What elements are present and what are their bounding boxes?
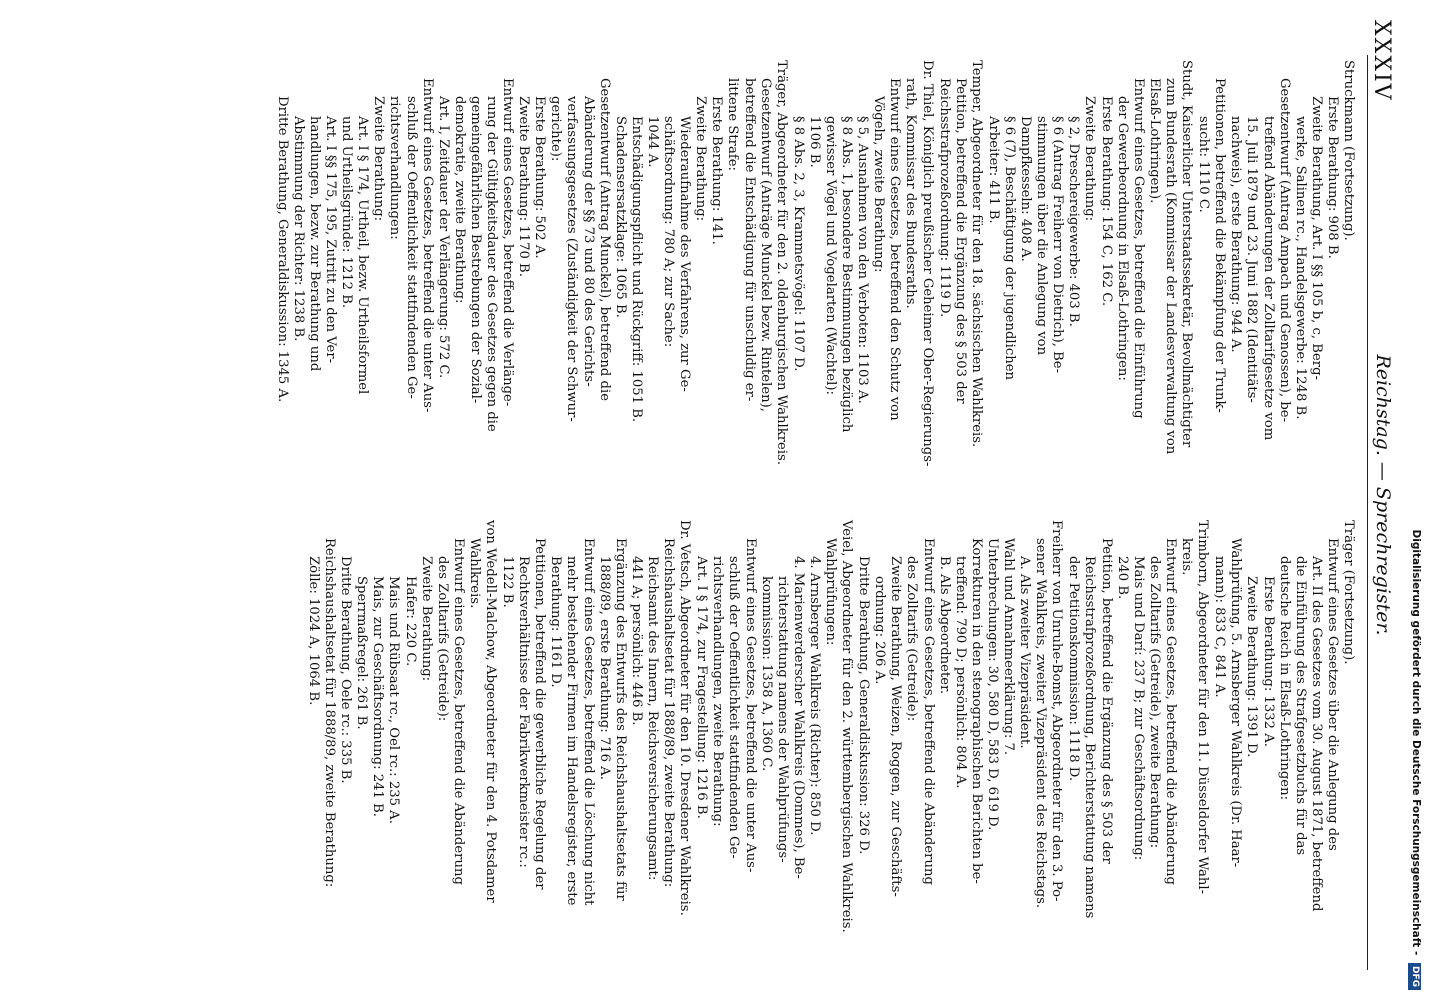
entry-line: Art. I § 174, zur Fragestellung: 1216 B. [694, 556, 710, 819]
entry-line: des Zolltarifs (Getreide): [434, 556, 450, 722]
entry-line: zum Bundesrath (Kommissar der Landesverwaltung von [1162, 78, 1178, 455]
register-entry [985, 60, 1194, 490]
entry-line: Erste Berathung: 1332 A. [1260, 576, 1276, 747]
entry-line: Erste Berathung: 502 A. [532, 96, 548, 259]
entry-line: Petitionen, betreffend die gewerbliche Regelung der [532, 538, 548, 890]
entry-line: Abänderung der §§ 73 und 80 des Gerichts- [580, 96, 596, 387]
entry-line: Entwurf eines Gesetzes, betreffend die Abänderung [1162, 538, 1178, 885]
entry-line: der Petitionskommission: 1118 D. [1066, 556, 1082, 782]
entry-line: rath, Kommissar des Bundesraths. [903, 78, 919, 309]
entry-line: gerichte): [548, 96, 564, 162]
register-entry [1065, 520, 1210, 950]
entry-line: Zweite Berathung: 1170 B. [516, 96, 532, 277]
header-rule [1367, 55, 1368, 970]
entry-line: 4. Marienwerderscher Wahlkreis (Dommes), Be- [790, 556, 806, 879]
entry-line: Petition, betreffend die Ergänzung des § 503 der [1098, 538, 1114, 864]
entry-line: Erste Berathung: 154 C, 162 C. [1098, 96, 1114, 307]
entry-line: demokratie, zweite Berathung: [451, 96, 467, 304]
register-entry [693, 520, 854, 950]
entry-line: Mais, zur Geschäftsordnung: 241 B. [370, 576, 386, 817]
entry-line: 1122 B. [500, 556, 516, 608]
entry-line: Entwurf eines Gesetzes, betreffend die Abänderung [920, 538, 936, 885]
entry-heading: Trimborn, Abgeordneter für den 11. Düsseldorfer Wahl- [1195, 520, 1211, 895]
entry-line: kommission: 1358 A, 1360 C. [758, 576, 774, 772]
entry-line: Mais und Rübsaat rc., Oel rc.: 235 A. [386, 576, 402, 824]
entry-line: Zweite Berathung, Art. I §§ 105 b, c, Berg- [1308, 96, 1324, 380]
entry-line: Art. I § 174, Urtheil, bezw. Urtheilsformel [355, 116, 371, 395]
left-column [273, 60, 1356, 490]
entry-line: treffend: 790 D; persönlich: 804 A. [952, 556, 968, 789]
entry-line: Entwurf eines Gesetzes, betreffend die unter Aus- [742, 538, 758, 873]
entry-line: Reichshaushaltsetat für 1888/89, zweite Berathung: [322, 538, 338, 888]
entry-line: Zweite Berathung: [693, 96, 709, 222]
entry-heading: Freiherr von Unruhe-Bomst, Abgeordneter für den 3. Po- [1049, 520, 1065, 902]
entry-line: werke, Salinen rc., Handelsgewerbe: 1248 B. [1292, 116, 1308, 420]
entry-line: Zweite Berathung: [418, 556, 434, 682]
entry-line: 4. Arnsberger Wahlkreis (Richter): 850 D. [806, 556, 822, 836]
entry-heading: Dr. Vetsch, Abgeordneter für den 10. Dresdener Wahlkreis. [677, 520, 693, 916]
entry-line: deutsche Reich in Elsaß-Lothringen: [1276, 556, 1292, 801]
entry-line: § 5, Ausnahmen von den Verboten: 1103 A. [855, 116, 871, 404]
entry-line: Reichsstrafprozeßordnung, Berichterstattung namens [1082, 556, 1098, 919]
entry-line: rung der Gültigkeitsdauer des Gesetzes gegen die [484, 96, 500, 432]
entry-line: Dampfkesseln: 408 A. [1018, 116, 1034, 262]
entry-line: gewisser Vögel und Vogelarten (Wachtel): [823, 116, 838, 395]
entry-line: Unterbrechungen: 30, 580 D, 583 D, 619 D. [984, 538, 1000, 831]
entry-line: mann): 833 C, 841 A. [1212, 556, 1228, 698]
entry-line: Gesetzentwurf (Anträge Munckel bezw. Rintelen), [757, 78, 773, 412]
entry-line: Abstimmung der Richter: 1238 B. [290, 116, 306, 342]
entry-line: Reichshaushaltsetat für 1888/89, zweite Berathung: [661, 538, 677, 888]
entry-line: B. Als Abgeordneter. [936, 556, 952, 695]
entry-line: Entwurf eines Gesetzes, betreffend die unter Aus- [419, 78, 435, 413]
entry-line: littene Strafe: [725, 78, 741, 171]
entry-line: der Gewerbeordnung in Elsaß-Lothringen: [1114, 96, 1130, 381]
entry-line: 441 A; persönlich: 446 B. [628, 556, 644, 726]
entry-line: und Urtheilsgründe: 1212 B. [339, 116, 355, 309]
entry-line: die Einführung des Strafgesetzbuchs für das [1292, 556, 1308, 856]
entry-line: gemeingefährlichen Bestrebungen der Sozial- [467, 96, 483, 404]
entry-line: Art. II des Gesetzes vom 30. August 1871, betreffend [1308, 556, 1324, 912]
entry-line: Mais und Darí: 237 B; zur Geschäftsordnung: [1130, 556, 1146, 861]
entry-line: sucht: 1110 C. [1196, 116, 1212, 213]
entry-line: schluß der Oeffentlichkeit stattfindenden Ge- [726, 556, 742, 859]
running-title: Reichstag. — Sprechregister. [1372, 354, 1394, 636]
entry-line: Wahlprüfungen: [823, 538, 838, 646]
entry-line: Rechtsverhältnisse der Fabrikwerkmeister rc.: [516, 556, 532, 868]
entry-line: ordnung: 206 A. [872, 576, 888, 685]
entry-line: § 2, Dreschereigewerbe: 403 B. [1066, 116, 1082, 327]
entry-line: sener Wahlkreis, zweiter Vizepräsident des Reichstags. [1033, 538, 1049, 909]
entry-line: stimmungen über die Anlegung von [1034, 116, 1050, 356]
entry-line: 15. Juli 1879 und 23. Juni 1882 (Identitäts- [1244, 116, 1260, 403]
page-header [1366, 20, 1394, 970]
entry-line: Entwurf eines Gesetzes, betreffend die Abänderung [450, 538, 466, 885]
entry-line: 1044 A. [644, 116, 660, 168]
entry-line: mehr bestehender Firmen im Handelsregister, erste [564, 556, 580, 906]
entry-line: Ergänzung des Entwurfs des Reichshaushaltsetats für [612, 538, 628, 901]
entry-line: 240 B. [1114, 556, 1130, 600]
entry-line: 1888/89, erste Berathung: 716 A. [596, 556, 612, 780]
entry-line: Art. I, Zeitdauer der Verlängerung: 572 C. [435, 96, 451, 379]
entry-line: Entwurf eines Gesetzes, betreffend die Verlänge- [500, 78, 516, 407]
entry-heading: Veiel, Abgeordneter für den 2. württembergischen Wahlkreis. [839, 520, 855, 933]
entry-line: A. Als zweiter Vizepräsident. [1017, 556, 1033, 749]
entry-line: Sperrmaßregel: 261 B. [354, 576, 370, 730]
entry-line: Zweite Berathung: [1082, 96, 1098, 222]
entry-line: Elsaß-Lothringen). [1146, 78, 1162, 204]
entry-line: betreffend die Entschädigung für unschuldig er- [741, 78, 757, 402]
register-entry [936, 60, 984, 490]
entry-line: des Zolltarifs (Getreide), zweite Berathung: [1146, 556, 1162, 849]
page-number: XXXIV [1369, 20, 1394, 102]
register-entry [790, 60, 935, 490]
entry-line: Wiederaufnahme des Verfahrens, zur Ge- [677, 116, 693, 392]
register-entry [499, 520, 692, 950]
entry-line: richterstattung namens der Wahlprüfungs- [774, 576, 790, 863]
entry-heading: Träger (Fortsetzung). [1341, 520, 1356, 665]
register-entry [1211, 520, 1356, 950]
entry-line: Wahlprüfung, 5. Arnsberger Wahlkreis (Dr. Haar- [1228, 538, 1244, 868]
entry-line: schluß der Oeffentlichkeit stattfindenden Ge- [403, 96, 419, 399]
entry-line: Arbeiter: 411 B. [985, 116, 1001, 224]
entry-line: Zweite Berathung: 1391 D. [1244, 576, 1260, 758]
entry-line: § 6 (Antrag Freiherr von Dietrich), Be- [1050, 116, 1066, 374]
right-column [304, 520, 1356, 950]
entry-heading: Studt, Kaiserlicher Unterstaatssekretär, Bevollmächtigter [1179, 60, 1195, 448]
entry-line: Dritte Berathung, Generaldiskussion: 1345 A. [274, 96, 290, 403]
entry-line: Gesetzentwurf (Antrag Ampach und Genossen), be- [1276, 78, 1292, 423]
entry-line: richtsverhandlungen, zweite Berathung: [710, 556, 726, 827]
entry-line: Art. I §§ 175, 195, Zutritt zu den Ver- [323, 116, 339, 364]
entry-line: Entwurf eines Gesetzes über die Anlegung des [1324, 538, 1340, 851]
entry-line: Dritte Berathung, Generaldiskussion: 326 D. [856, 556, 872, 855]
entry-line: § 8 Abs. 1, besondere Bestimmungen bezüglich [839, 116, 855, 433]
entry-line: richtsverhandlungen: [387, 96, 403, 240]
entry-line: kreis. [1179, 538, 1195, 576]
entry-line: Hafer: 220 C. [402, 576, 418, 667]
entry-line: Petitionen, betreffend die Bekämpfung der Trunk- [1212, 78, 1228, 413]
register-entry [305, 520, 498, 950]
entry-line: 1106 B. [806, 116, 822, 168]
entry-line: Gesetzentwurf (Antrag Munckel), betreffend die [596, 78, 612, 402]
entry-heading: Struckmann (Fortsetzung). [1341, 60, 1356, 241]
register-entry [274, 60, 789, 490]
entry-heading: Temper, Abgeordneter für den 18. sächsischen Wahlkreis. [968, 60, 984, 448]
entry-line: § 6 (7), Beschäftigung der jugendlichen [1002, 116, 1018, 381]
entry-line: schäftsordnung: 780 A; zur Sache: [661, 116, 677, 348]
entry-line: Korrekturen in den stenographischen Berichten be- [968, 538, 984, 884]
entry-heading: von Wedell-Malchow, Abgeordneter für den 4. Potsdamer [483, 520, 499, 903]
entry-line: Erste Berathung: 141. [709, 96, 725, 245]
entry-line: Reichsstrafprozeßordnung: 1119 D. [936, 78, 952, 318]
entry-line: Reichsamt des Innern, Reichsversicherungsamt: [644, 556, 660, 881]
entry-line: handlungen, bezw. zur Berathung und [307, 116, 322, 372]
entry-line: Entwurf eines Gesetzes, betreffend den Schutz von [887, 78, 903, 421]
entry-line: Entwurf eines Gesetzes, betreffend die Einführung [1130, 78, 1146, 419]
dfg-logo: DFG [1408, 963, 1421, 990]
acknowledgement-text: Digitalisierung gefördert durch die Deutsche Forschungsgemeinschaft - [1410, 529, 1422, 956]
register-entry [855, 520, 1064, 950]
entry-line: Erste Berathung: 908 B. [1324, 96, 1340, 259]
entry-line: Zölle: 1024 A, 1064 B. [306, 556, 321, 706]
entry-line: nachweis), erste Berathung: 944 A. [1228, 116, 1244, 353]
entry-line: Wahlkreis. [466, 538, 482, 609]
entry-line: Wahl und Annahmeerklärung: 7. [1001, 538, 1017, 756]
entry-line: des Zolltarifs (Getreide): [904, 556, 920, 722]
entry-line: Entwurf eines Gesetzes, betreffend die Löschung nicht [580, 538, 596, 906]
entry-line: Petition, betreffend die Ergänzung des § 503 der [952, 78, 968, 404]
entry-line: treffend Abänderungen der Zolltarifgesetze vom [1260, 116, 1276, 441]
entry-line: Zweite Berathung: [371, 96, 387, 222]
entry-line: Dritte Berathung, Oele rc.: 335 B. [338, 556, 354, 784]
entry-line: Vögeln, zweite Berathung: [871, 96, 887, 273]
entry-line: verfassungsgesetzes (Zuständigkeit der Schwur- [564, 96, 580, 422]
entry-heading: Träger, Abgeordneter für den 2. oldenburgischen Wahlkreis. [773, 60, 789, 466]
register-entry [1195, 60, 1356, 490]
digitization-acknowledgement [1408, 10, 1432, 990]
entry-line: Zweite Berathung, Weizen, Roggen, zur Geschäfts- [888, 556, 904, 897]
entry-line: Schadensersatzklage: 1065 B. [612, 116, 628, 318]
entry-heading: Dr. Thiel, Königlich preußischer Geheimer Ober-Regierungs- [919, 60, 935, 467]
entry-line: Berathung: 1161 D. [548, 556, 564, 688]
entry-line: Entschädigungspflicht und Rückgriff: 1051 B. [628, 116, 644, 423]
entry-line: § 8 Abs. 2, 3, Krammetsvögel: 1107 D. [790, 116, 806, 372]
